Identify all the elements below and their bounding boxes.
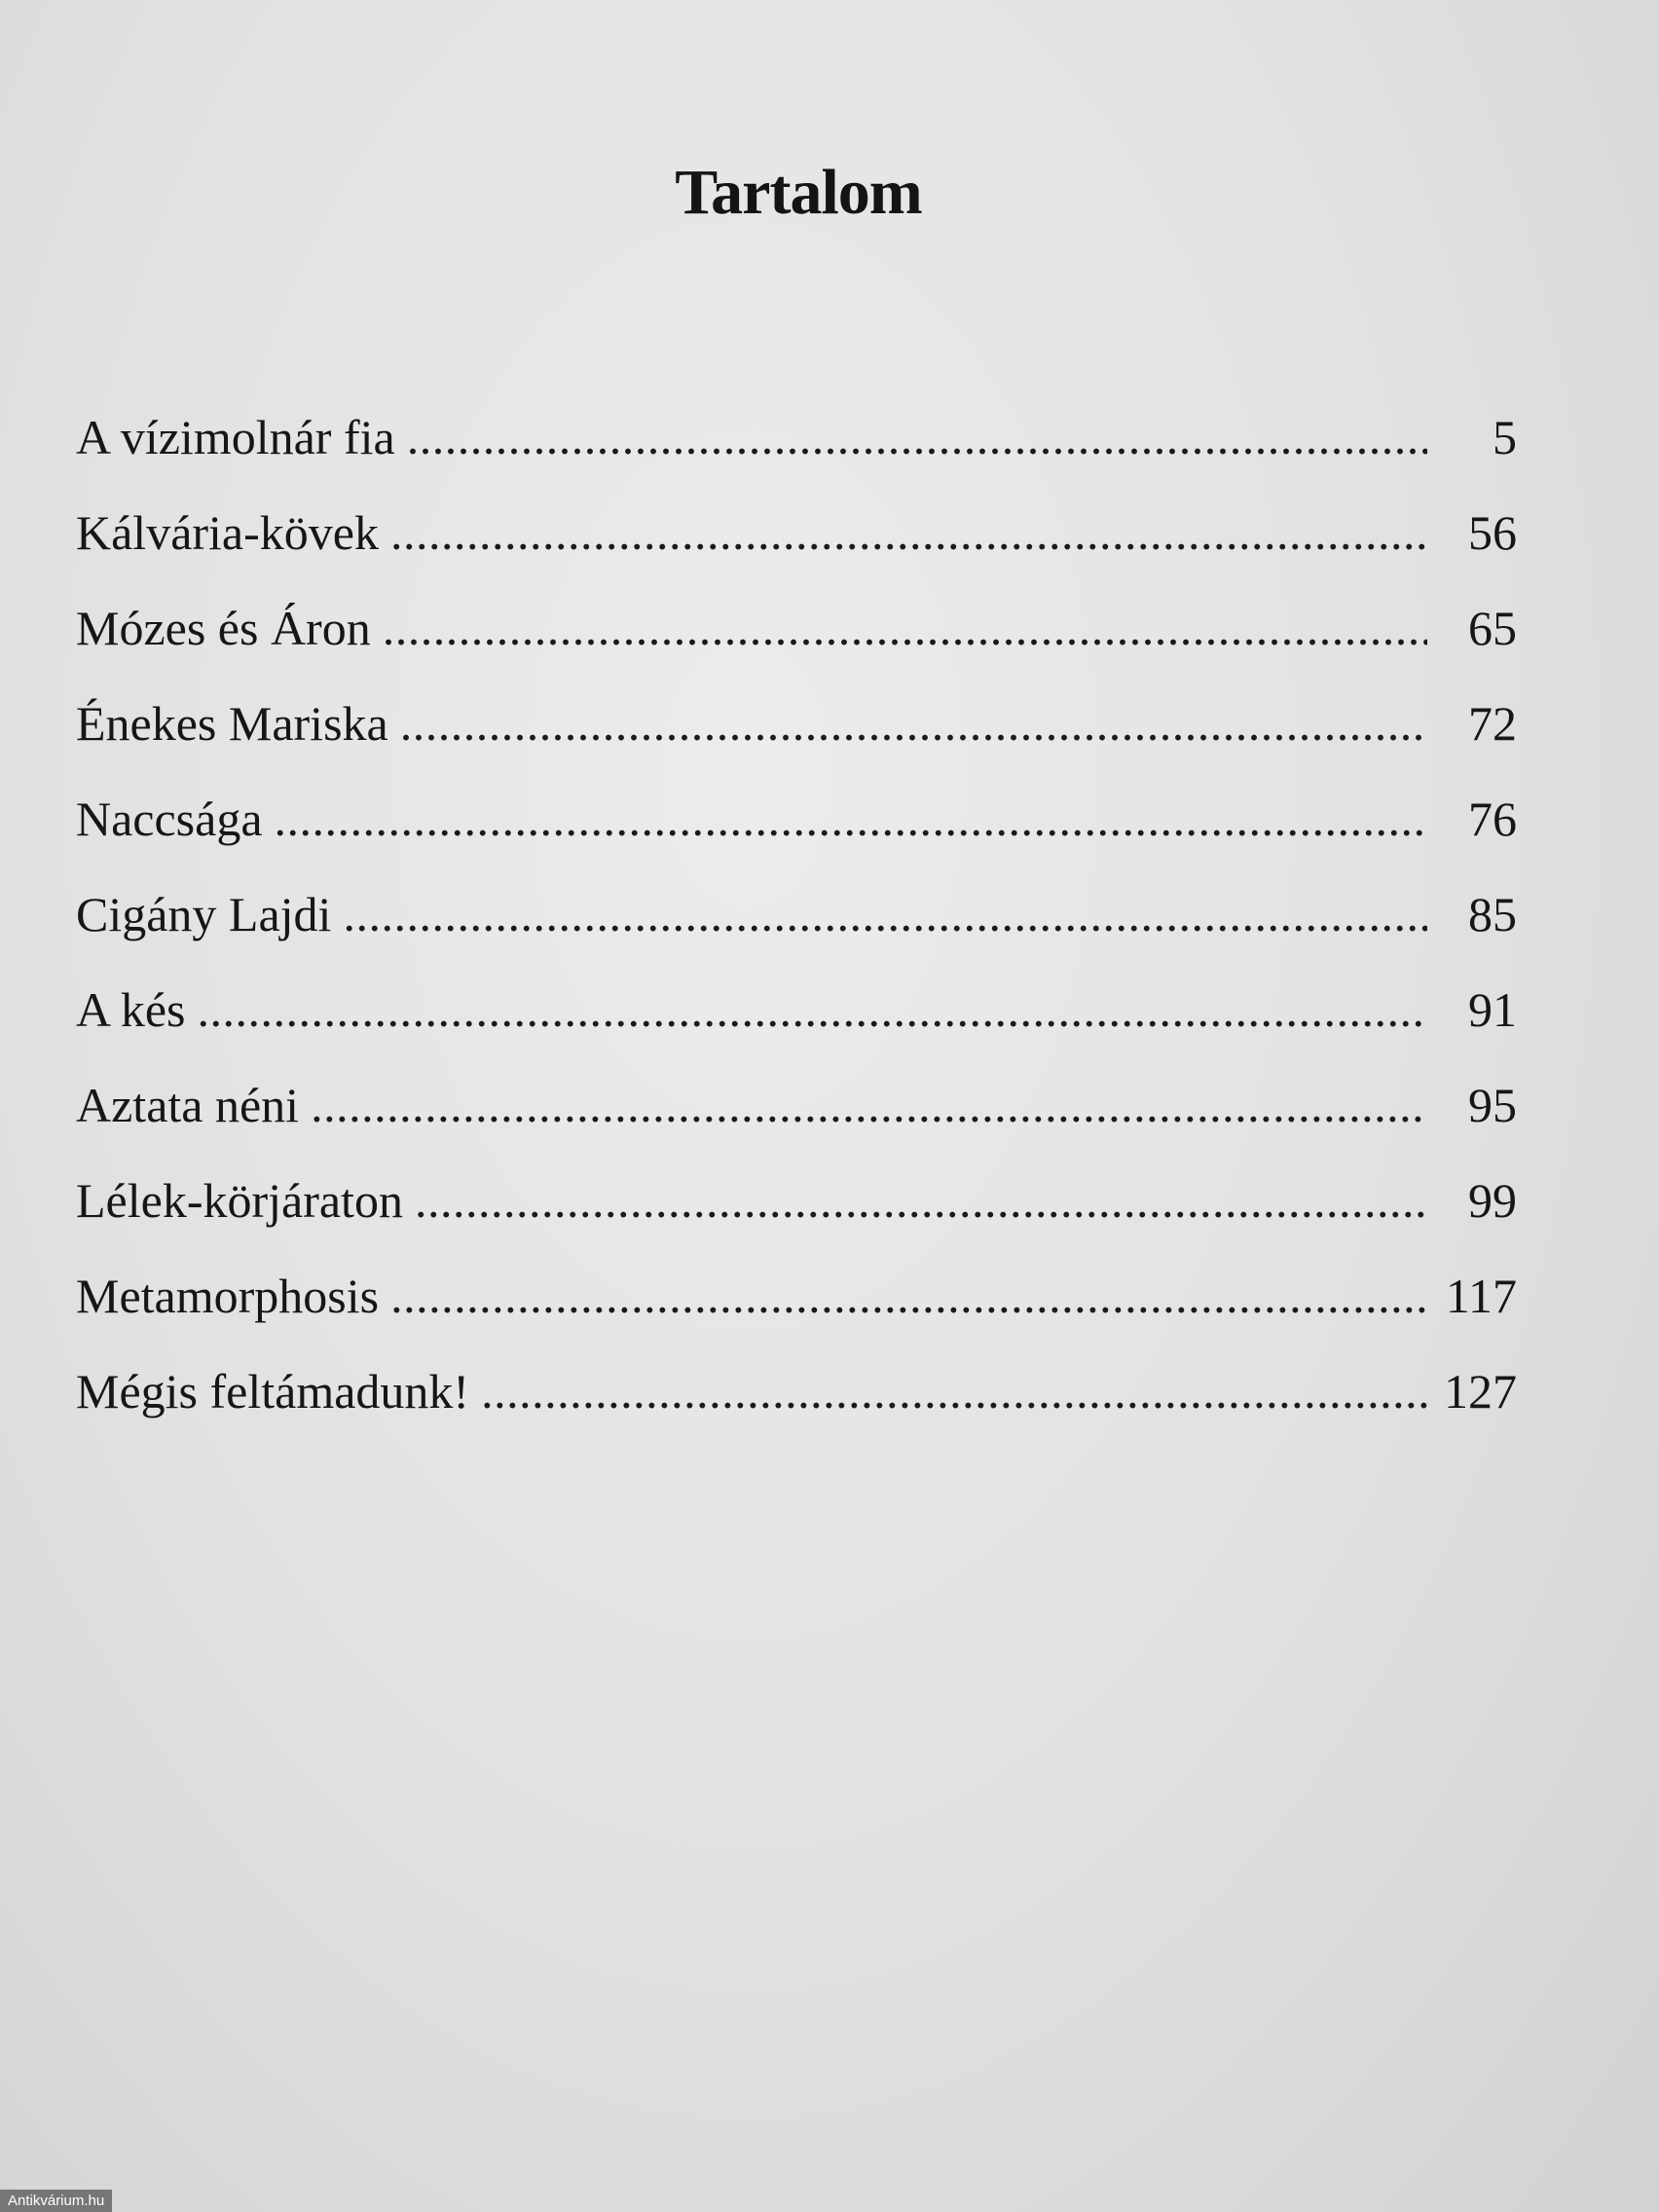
toc-entry-title: Kálvária-kövek <box>76 505 379 560</box>
toc-entry <box>76 981 1517 1077</box>
page-title: Tartalom <box>675 157 922 228</box>
toc-entry-title: Aztata néni <box>76 1078 300 1132</box>
toc-entry-page: 5 <box>1493 410 1517 464</box>
toc-entry-title: Lélek-körjáraton <box>76 1173 403 1228</box>
toc-entry-title: Énekes Mariska <box>76 696 388 751</box>
dot-leader <box>390 504 1427 561</box>
watermark: Antikvárium.hu <box>0 2190 112 2212</box>
toc-entry-title: Mégis feltámadunk! <box>76 1364 470 1419</box>
toc-entry-page: 95 <box>1468 1078 1517 1132</box>
table-of-contents <box>76 409 1517 1458</box>
toc-entry <box>76 1363 1517 1458</box>
toc-entry <box>76 886 1517 981</box>
toc-entry-page: 117 <box>1445 1269 1517 1323</box>
dot-leader <box>390 1268 1427 1324</box>
toc-entry <box>76 1077 1517 1172</box>
toc-entry <box>76 504 1517 600</box>
dot-leader <box>400 695 1427 752</box>
toc-entry <box>76 695 1517 791</box>
toc-entry <box>76 791 1517 886</box>
toc-entry-page: 91 <box>1468 982 1517 1037</box>
dot-leader <box>383 600 1427 656</box>
toc-entry-page: 127 <box>1444 1364 1517 1419</box>
dot-leader <box>415 1172 1427 1229</box>
toc-entry-title: Cigány Lajdi <box>76 887 332 941</box>
toc-entry-page: 56 <box>1468 505 1517 560</box>
dot-leader <box>407 409 1427 465</box>
toc-entry <box>76 1268 1517 1363</box>
toc-entry-title: A vízimolnár fia <box>76 410 395 464</box>
dot-leader <box>198 981 1428 1038</box>
toc-entry-page: 85 <box>1468 887 1517 941</box>
toc-entry-page: 72 <box>1468 696 1517 751</box>
toc-entry-title: Naccsága <box>76 792 263 846</box>
toc-entry <box>76 600 1517 695</box>
toc-entry-title: Mózes és Áron <box>76 601 371 655</box>
dot-leader <box>343 886 1427 942</box>
toc-entry-page: 99 <box>1468 1173 1517 1228</box>
toc-entry-title: A kés <box>76 982 186 1037</box>
toc-entry-title: Metamorphosis <box>76 1269 380 1323</box>
toc-entry-page: 65 <box>1468 601 1517 655</box>
toc-entry-page: 76 <box>1468 792 1517 846</box>
toc-entry <box>76 1172 1517 1268</box>
dot-leader <box>275 791 1427 847</box>
dot-leader <box>311 1077 1427 1133</box>
dot-leader <box>481 1363 1427 1419</box>
toc-entry <box>76 409 1517 504</box>
